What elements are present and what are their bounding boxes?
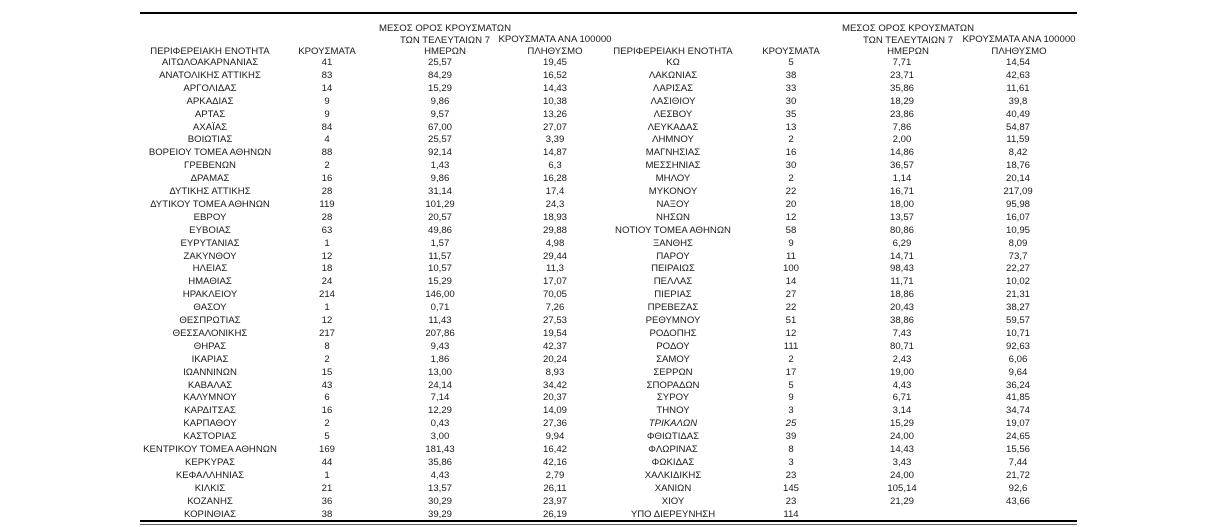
header-avg7-left: ΜΕΣΟΣ ΟΡΟΣ ΚΡΟΥΣΜΑΤΩΝ ΤΩΝ ΤΕΛΕΥΤΑΙΩΝ 7 ΗΜΕΡΩΝ — [378, 23, 512, 57]
cell-avg7: 36,57 — [889, 160, 914, 172]
cell-avg7: 20,57 — [427, 211, 452, 223]
cell-cases: 2 — [324, 353, 330, 365]
cell-per100k: 11,61 — [1006, 82, 1030, 94]
cell-region: ΘΕΣΠΡΩΤΙΑΣ — [179, 315, 241, 326]
cell-region: ΛΕΣΒΟΥ — [653, 108, 693, 120]
cell-per100k: 21,31 — [1005, 289, 1030, 301]
cell-cases: 4 — [324, 134, 330, 146]
cell-cases: 3 — [788, 405, 794, 417]
cell-region: ΕΥΒΟΙΑΣ — [189, 224, 231, 236]
cell-region: ΚΑΡΠΑΘΟΥ — [183, 418, 237, 430]
cell-per100k: 19,54 — [542, 327, 567, 339]
cell-region: ΜΥΚΟΝΟΥ — [648, 186, 698, 197]
cell-avg7: 98,43 — [889, 263, 914, 275]
cell-avg7: 9,43 — [430, 340, 450, 352]
cell-per100k: 34,42 — [542, 379, 567, 391]
cell-avg7: 11,71 — [890, 276, 914, 288]
header-avg7-right: ΜΕΣΟΣ ΟΡΟΣ ΚΡΟΥΣΜΑΤΩΝ ΤΩΝ ΤΕΛΕΥΤΑΙΩΝ 7 ΗΜΕΡΩΝ — [841, 23, 975, 57]
cell-region: ΒΟΙΩΤΙΑΣ — [187, 134, 233, 146]
cell-region: ΑΡΚΑΔΙΑΣ — [186, 95, 234, 107]
cell-per100k: 11,3 — [546, 263, 564, 275]
cell-avg7: 4,43 — [892, 379, 912, 391]
cell-region: ΧΑΝΙΩΝ — [654, 482, 692, 494]
cell-per100k: 7,44 — [1008, 456, 1028, 468]
cell-per100k: 43,66 — [1005, 495, 1030, 507]
cell-avg7: 92,14 — [427, 147, 452, 159]
cell-avg7: 67,00 — [427, 121, 452, 133]
cell-avg7: 207,86 — [425, 327, 455, 339]
cell-cases: 6 — [324, 392, 330, 404]
cell-cases: 114 — [783, 508, 799, 520]
cell-region: ΚΟΡΙΝΘΙΑΣ — [183, 508, 237, 520]
cell-cases: 11 — [786, 250, 796, 262]
cell-cases: 84 — [321, 121, 333, 133]
cell-region: ΖΑΚΥΝΘΟΥ — [183, 250, 237, 262]
cell-cases: 8 — [324, 340, 330, 352]
cell-region: ΦΘΙΩΤΙΔΑΣ — [646, 431, 700, 443]
cell-avg7: 25,57 — [427, 134, 452, 146]
cell-region: ΠΕΙΡΑΙΩΣ — [651, 263, 695, 275]
cell-per100k: 92,63 — [1005, 340, 1030, 352]
cell-per100k: 59,57 — [1005, 315, 1030, 326]
cell-cases: 12 — [785, 327, 797, 339]
cell-region: ΛΑΡΙΣΑΣ — [652, 82, 694, 94]
cell-region: ΜΕΣΣΗΝΙΑΣ — [645, 160, 701, 172]
cell-region: ΠΙΕΡΙΑΣ — [654, 289, 692, 301]
cell-avg7: 24,00 — [889, 431, 914, 443]
cell-cases: 9 — [788, 237, 794, 249]
cell-per100k: 70,05 — [542, 289, 567, 301]
cell-avg7: 84,29 — [427, 69, 452, 81]
cell-region: ΜΗΛΟΥ — [655, 173, 691, 185]
cell-cases: 16 — [785, 147, 797, 159]
cell-region: ΔΡΑΜΑΣ — [190, 173, 230, 185]
cell-region: ΧΑΛΚΙΔΙΚΗΣ — [644, 469, 702, 481]
cell-region: ΙΚΑΡΙΑΣ — [191, 353, 229, 365]
cell-per100k: 6,06 — [1008, 353, 1028, 365]
bottom-rule — [140, 520, 1077, 522]
cell-avg7: 13,57 — [427, 482, 452, 494]
cell-region: ΣΕΡΡΩΝ — [653, 366, 693, 378]
cell-cases: 12 — [321, 315, 333, 326]
cell-per100k: 21,72 — [1005, 469, 1030, 481]
cell-cases: 119 — [319, 198, 335, 210]
cell-avg7: 6,29 — [892, 237, 912, 249]
cell-avg7: 20,43 — [889, 302, 914, 314]
cell-avg7: 14,43 — [889, 444, 914, 455]
header-per100k-right: ΚΡΟΥΣΜΑΤΑ ΑΝΑ 100000 ΠΛΗΘΥΣΜΟ — [962, 34, 1076, 57]
cell-per100k: 16,07 — [1005, 211, 1030, 223]
cell-region: ΚΑΡΔΙΤΣΑΣ — [184, 405, 236, 417]
cell-avg7: 146,00 — [425, 289, 455, 301]
cell-per100k: 8,93 — [545, 366, 565, 378]
cell-cases: 1 — [324, 237, 330, 249]
cell-per100k: 41,85 — [1005, 392, 1030, 404]
cell-avg7: 13,00 — [427, 366, 452, 378]
cell-cases: 15 — [321, 366, 333, 378]
cell-region: ΚΑΣΤΟΡΙΑΣ — [183, 431, 237, 443]
cell-region: ΜΑΓΝΗΣΙΑΣ — [645, 147, 701, 159]
cell-avg7: 9,86 — [430, 95, 450, 107]
cell-avg7: 14,71 — [889, 250, 914, 262]
cell-avg7: 39,29 — [427, 508, 452, 520]
cell-avg7: 11,43 — [428, 315, 452, 326]
cell-cases: 12 — [785, 211, 797, 223]
cell-cases: 9 — [324, 108, 330, 120]
cell-avg7: 13,57 — [889, 211, 914, 223]
cell-avg7: 3,14 — [892, 405, 912, 417]
cell-avg7: 7,43 — [892, 327, 912, 339]
cell-cases: 30 — [785, 160, 797, 172]
cell-cases: 16 — [321, 405, 333, 417]
cell-per100k: 38,27 — [1005, 302, 1030, 314]
cell-per100k: 39,8 — [1008, 95, 1028, 107]
cell-per100k: 17,4 — [545, 186, 565, 197]
cell-per100k: 10,02 — [1005, 276, 1030, 288]
cell-cases: 169 — [318, 444, 335, 455]
cell-per100k: 26,11 — [543, 482, 567, 494]
cell-avg7: 9,57 — [430, 108, 450, 120]
cell-region: ΡΟΔΟΥ — [656, 340, 690, 352]
cell-per100k: 24,65 — [1005, 431, 1030, 443]
cell-region: ΚΑΒΑΛΑΣ — [187, 379, 233, 391]
cell-per100k: 9,64 — [1008, 366, 1028, 378]
cell-region: ΙΩΑΝΝΙΝΩΝ — [183, 366, 237, 378]
cell-per100k: 26,19 — [542, 508, 567, 520]
cell-region: ΒΟΡΕΙΟΥ ΤΟΜΕΑ ΑΘΗΝΩΝ — [148, 147, 272, 159]
cell-per100k: 27,53 — [542, 315, 567, 326]
cell-per100k: 3,39 — [545, 134, 565, 146]
cell-cases: 23 — [785, 469, 797, 481]
cell-per100k: 22,27 — [1005, 263, 1030, 275]
cell-region: ΦΩΚΙΔΑΣ — [651, 456, 695, 468]
cell-region: ΑΡΓΟΛΙΔΑΣ — [183, 82, 237, 94]
cell-avg7: 0,71 — [430, 302, 450, 314]
cell-cases: 38 — [785, 69, 797, 81]
cell-cases: 8 — [788, 444, 794, 455]
cell-cases: 88 — [321, 147, 333, 159]
cell-avg7: 38,86 — [889, 315, 914, 326]
cell-per100k: 27,07 — [542, 121, 567, 133]
cell-cases: 41 — [321, 57, 333, 68]
cell-per100k: 19,45 — [542, 57, 567, 68]
cell-cases: 28 — [321, 211, 333, 223]
header-region-left: ΠΕΡΙΦΕΡΕΙΑΚΗ ΕΝΟΤΗΤΑ — [150, 46, 270, 57]
cell-cases: 111 — [783, 340, 799, 352]
cell-per100k: 20,37 — [542, 392, 567, 404]
cell-per100k: 16,28 — [542, 173, 567, 185]
cell-per100k: 34,74 — [1005, 405, 1030, 417]
cell-avg7: 9,86 — [430, 173, 450, 185]
cell-per100k: 10,71 — [1005, 327, 1030, 339]
cell-region: ΠΡΕΒΕΖΑΣ — [647, 302, 699, 314]
cell-cases: 3 — [788, 456, 794, 468]
cell-cases: 1 — [324, 469, 330, 481]
cell-region: ΗΜΑΘΙΑΣ — [188, 276, 232, 288]
cell-cases: 21 — [321, 482, 333, 494]
cell-region: ΤΗΝΟΥ — [656, 405, 690, 417]
cell-region: ΚΩ — [666, 57, 680, 68]
cell-cases: 9 — [324, 95, 330, 107]
cell-cases: 2 — [324, 160, 330, 172]
header-cases-right: ΚΡΟΥΣΜΑΤΑ — [762, 46, 820, 57]
cell-per100k: 6,3 — [548, 160, 562, 172]
cell-per100k: 14,87 — [542, 147, 567, 159]
cell-region: ΚΕΝΤΡΙΚΟΥ ΤΟΜΕΑ ΑΘΗΝΩΝ — [143, 444, 277, 455]
cell-per100k: 54,87 — [1005, 121, 1030, 133]
cell-avg7: 0,43 — [430, 418, 450, 430]
cell-region: ΞΑΝΘΗΣ — [653, 237, 693, 249]
cell-region: ΛΕΥΚΑΔΑΣ — [647, 121, 699, 133]
header-per100k-left: ΚΡΟΥΣΜΑΤΑ ΑΝΑ 100000 ΠΛΗΘΥΣΜΟ — [498, 34, 612, 57]
cell-avg7: 25,57 — [427, 57, 452, 68]
cell-cases: 145 — [782, 482, 799, 494]
cell-per100k: 42,37 — [542, 340, 567, 352]
cell-avg7: 49,86 — [427, 224, 452, 236]
cell-avg7: 3,00 — [430, 431, 450, 443]
cell-per100k: 20,24 — [542, 353, 567, 365]
cell-cases: 5 — [788, 379, 794, 391]
cell-cases: 33 — [785, 82, 797, 94]
cell-cases: 12 — [321, 250, 333, 262]
cell-per100k: 17,07 — [542, 276, 567, 288]
cell-region: ΥΠΟ ΔΙΕΡΕΥΝΗΣΗ — [630, 508, 716, 520]
cell-per100k: 73,7 — [1008, 250, 1028, 262]
cell-region: ΑΝΑΤΟΛΙΚΗΣ ΑΤΤΙΚΗΣ — [159, 69, 261, 81]
cell-avg7: 80,86 — [889, 224, 914, 236]
cell-cases: 5 — [324, 431, 330, 443]
cell-region: ΠΕΛΛΑΣ — [653, 276, 693, 288]
cell-per100k: 14,54 — [1005, 57, 1030, 68]
cell-region: ΚΑΛΥΜΝΟΥ — [183, 392, 237, 404]
cell-avg7: 80,71 — [889, 340, 914, 352]
cell-per100k: 23,97 — [542, 495, 567, 507]
cell-avg7: 24,00 — [889, 469, 914, 481]
cell-avg7: 14,86 — [889, 147, 914, 159]
cell-cases: 24 — [321, 276, 333, 288]
cell-region: ΗΛΕΙΑΣ — [192, 263, 228, 275]
cell-per100k: 40,49 — [1005, 108, 1030, 120]
cell-per100k: 2,79 — [545, 469, 565, 481]
cell-cases: 28 — [321, 186, 333, 197]
cell-avg7: 18,00 — [889, 198, 914, 210]
cell-region: ΕΥΡΥΤΑΝΙΑΣ — [180, 237, 240, 249]
cell-cases: 23 — [785, 495, 797, 507]
cell-cases: 13 — [785, 121, 797, 133]
cell-region: ΚΕΦΑΛΛΗΝΙΑΣ — [175, 469, 245, 481]
cell-avg7: 23,86 — [889, 108, 914, 120]
cell-per100k: 8,42 — [1008, 147, 1028, 159]
cell-region: ΛΑΚΩΝΙΑΣ — [648, 69, 698, 81]
top-rule — [140, 12, 1077, 14]
cell-avg7: 1,57 — [430, 237, 450, 249]
cell-region: ΛΗΜΝΟΥ — [652, 134, 694, 146]
cell-cases: 27 — [785, 289, 797, 301]
cell-cases: 1 — [324, 302, 330, 314]
cell-per100k: 11,59 — [1006, 134, 1030, 146]
cell-avg7: 7,86 — [892, 121, 912, 133]
cell-per100k: 42,63 — [1005, 69, 1030, 81]
cell-per100k: 9,94 — [545, 431, 565, 443]
cell-avg7: 15,29 — [427, 82, 452, 94]
cell-avg7: 30,29 — [427, 495, 452, 507]
cell-cases: 58 — [785, 224, 797, 236]
cell-cases: 16 — [321, 173, 333, 185]
cell-region: ΘΑΣΟΥ — [193, 302, 227, 314]
cell-cases: 217 — [318, 327, 335, 339]
cell-region: ΑΧΑΪΑΣ — [192, 121, 228, 133]
cell-region: ΣΥΡΟΥ — [656, 392, 690, 404]
cell-per100k: 16,52 — [542, 69, 567, 81]
cell-region: ΘΗΡΑΣ — [193, 340, 227, 352]
cell-cases: 2 — [324, 418, 330, 430]
cell-cases: 39 — [785, 431, 797, 443]
cell-cases: 44 — [321, 456, 333, 468]
cell-region: ΚΙΛΚΙΣ — [194, 482, 226, 494]
cell-avg7: 15,29 — [427, 276, 452, 288]
cell-cases: 25 — [785, 418, 797, 430]
cell-per100k: 95,98 — [1005, 198, 1030, 210]
cell-per100k: 29,44 — [542, 250, 567, 262]
cell-avg7: 35,86 — [889, 82, 914, 94]
cell-region: ΠΑΡΟΥ — [656, 250, 690, 262]
cell-region: ΛΑΣΙΘΙΟΥ — [650, 95, 696, 107]
cell-avg7: 1,43 — [430, 160, 450, 172]
cell-cases: 14 — [321, 82, 333, 94]
cell-cases: 22 — [785, 302, 797, 314]
cell-avg7: 24,14 — [427, 379, 452, 391]
cell-avg7: 1,86 — [430, 353, 450, 365]
cell-avg7: 1,14 — [892, 173, 912, 185]
cell-avg7: 105,14 — [887, 482, 917, 494]
cell-cases: 9 — [788, 392, 794, 404]
cell-avg7: 4,43 — [430, 469, 450, 481]
cell-region: ΘΕΣΣΑΛΟΝΙΚΗΣ — [172, 327, 248, 339]
cell-cases: 30 — [785, 95, 797, 107]
cell-cases: 20 — [785, 198, 797, 210]
cell-per100k: 10,95 — [1005, 224, 1030, 236]
cell-per100k: 4,98 — [545, 237, 565, 249]
cell-region: ΣΑΜΟΥ — [656, 353, 690, 365]
cell-cases: 2 — [788, 134, 794, 146]
cell-avg7: 19,00 — [889, 366, 914, 378]
cell-region: ΑΙΤΩΛΟΑΚΑΡΝΑΝΙΑΣ — [161, 57, 259, 68]
cell-cases: 100 — [782, 263, 799, 275]
cell-cases: 63 — [321, 224, 333, 236]
cell-avg7: 31,14 — [427, 186, 452, 197]
cell-cases: 43 — [321, 379, 333, 391]
cell-cases: 35 — [785, 108, 797, 120]
cell-per100k: 16,42 — [542, 444, 567, 455]
cell-per100k: 20,14 — [1005, 173, 1030, 185]
cell-per100k: 42,16 — [542, 456, 567, 468]
cell-cases: 83 — [321, 69, 333, 81]
cell-avg7: 3,43 — [892, 456, 912, 468]
cell-per100k: 92,6 — [1008, 482, 1028, 494]
cell-region: ΚΕΡΚΥΡΑΣ — [184, 456, 235, 468]
cell-cases: 14 — [785, 276, 797, 288]
cell-cases: 51 — [785, 315, 797, 326]
cell-region: ΗΡΑΚΛΕΙΟΥ — [182, 289, 238, 301]
cell-avg7: 18,29 — [889, 95, 914, 107]
cell-per100k: 14,43 — [542, 82, 567, 94]
cell-region: ΓΡΕΒΕΝΩΝ — [184, 160, 236, 172]
bottom-rule-thin — [140, 524, 1077, 525]
cell-avg7: 2,43 — [892, 353, 912, 365]
cell-per100k: 217,09 — [1003, 186, 1033, 197]
cell-avg7: 23,71 — [889, 69, 914, 81]
cell-region: ΚΟΖΑΝΗΣ — [187, 495, 233, 507]
cell-per100k: 8,09 — [1008, 237, 1028, 249]
cell-avg7: 6,71 — [892, 392, 912, 404]
cell-region: ΕΒΡΟΥ — [193, 211, 227, 223]
cell-region: ΤΡΙΚΑΛΩΝ — [648, 418, 698, 430]
cell-avg7: 11,57 — [428, 250, 452, 262]
cell-per100k: 19,07 — [1005, 418, 1030, 430]
cell-region: ΦΛΩΡΙΝΑΣ — [648, 444, 698, 455]
cell-region: ΝΗΣΩΝ — [656, 211, 690, 223]
cell-region: ΔΥΤΙΚΗΣ ΑΤΤΙΚΗΣ — [169, 186, 251, 197]
cell-cases: 18 — [321, 263, 333, 275]
cell-avg7: 15,29 — [889, 418, 914, 430]
cell-cases: 214 — [318, 289, 335, 301]
cell-avg7: 18,86 — [889, 289, 914, 301]
cell-per100k: 13,26 — [542, 108, 567, 120]
cell-avg7: 21,29 — [889, 495, 914, 507]
cell-avg7: 181,43 — [425, 444, 455, 455]
cell-region: ΑΡΤΑΣ — [194, 108, 226, 120]
cell-avg7: 2,00 — [892, 134, 912, 146]
cell-avg7: 101,29 — [425, 198, 455, 210]
cell-per100k: 14,09 — [542, 405, 567, 417]
cell-per100k: 29,88 — [542, 224, 567, 236]
cell-avg7: 10,57 — [427, 263, 452, 275]
header-region-right: ΠΕΡΙΦΕΡΕΙΑΚΗ ΕΝΟΤΗΤΑ — [613, 46, 733, 57]
cell-avg7: 35,86 — [427, 456, 452, 468]
cell-per100k: 27,36 — [542, 418, 567, 430]
cell-region: ΡΕΘΥΜΝΟΥ — [645, 315, 701, 326]
cell-per100k: 7,26 — [545, 302, 565, 314]
cell-cases: 2 — [788, 173, 794, 185]
cell-cases: 22 — [785, 186, 797, 197]
cell-cases: 2 — [788, 353, 794, 365]
cell-region: ΝΑΞΟΥ — [656, 198, 690, 210]
cell-per100k: 15,56 — [1005, 444, 1030, 455]
cell-avg7: 16,71 — [889, 186, 914, 197]
cell-per100k: 10,38 — [542, 95, 567, 107]
cell-region: ΧΙΟΥ — [661, 495, 685, 507]
cell-region: ΡΟΔΟΠΗΣ — [649, 327, 697, 339]
cell-cases: 17 — [785, 366, 797, 378]
cell-avg7: 7,71 — [892, 57, 912, 68]
cell-cases: 36 — [321, 495, 333, 507]
cell-per100k: 18,93 — [542, 211, 567, 223]
header-cases-left: ΚΡΟΥΣΜΑΤΑ — [298, 46, 356, 57]
cell-avg7: 12,29 — [427, 405, 452, 417]
cell-per100k: 24,3 — [545, 198, 565, 210]
cell-avg7: 7,14 — [430, 392, 450, 404]
cell-cases: 5 — [788, 57, 794, 68]
cell-region: ΝΟΤΙΟΥ ΤΟΜΕΑ ΑΘΗΝΩΝ — [615, 224, 731, 236]
cell-cases: 38 — [321, 508, 333, 520]
cell-per100k: 18,76 — [1005, 160, 1030, 172]
cell-region: ΔΥΤΙΚΟΥ ΤΟΜΕΑ ΑΘΗΝΩΝ — [150, 198, 270, 210]
cell-per100k: 36,24 — [1005, 379, 1030, 391]
cell-region: ΣΠΟΡΑΔΩΝ — [646, 379, 700, 391]
